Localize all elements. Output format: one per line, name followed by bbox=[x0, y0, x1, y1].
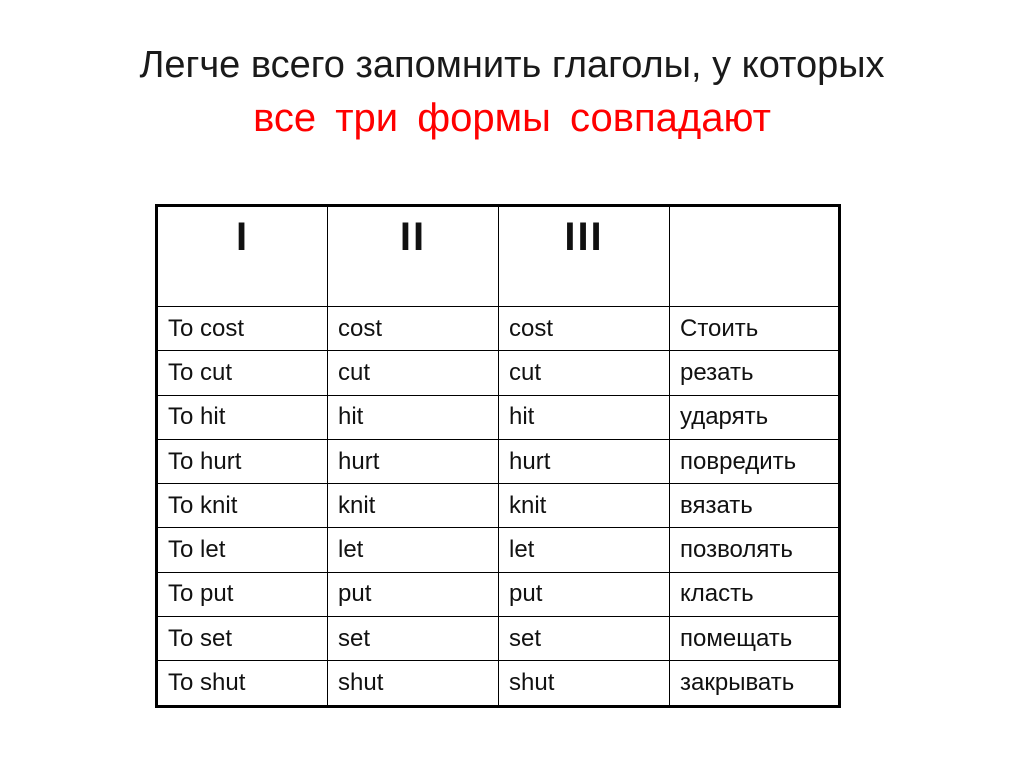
cell-infinitive: To put bbox=[157, 572, 328, 616]
cell-past-participle: cost bbox=[499, 307, 670, 351]
cell-past-participle: set bbox=[499, 617, 670, 661]
table-row bbox=[157, 439, 840, 483]
cell-translation: резать bbox=[670, 351, 840, 395]
cell-infinitive: To knit bbox=[157, 484, 328, 528]
cell-infinitive: To cost bbox=[157, 307, 328, 351]
cell-past-simple: hit bbox=[328, 395, 499, 439]
cell-translation: ударять bbox=[670, 395, 840, 439]
table-row bbox=[157, 484, 840, 528]
table-row bbox=[157, 395, 840, 439]
cell-infinitive: To set bbox=[157, 617, 328, 661]
cell-past-simple: put bbox=[328, 572, 499, 616]
cell-translation: класть bbox=[670, 572, 840, 616]
table-row bbox=[157, 661, 840, 706]
cell-infinitive: To hurt bbox=[157, 439, 328, 483]
cell-past-participle: put bbox=[499, 572, 670, 616]
cell-past-participle: knit bbox=[499, 484, 670, 528]
cell-past-simple: knit bbox=[328, 484, 499, 528]
cell-past-participle: hit bbox=[499, 395, 670, 439]
table-row bbox=[157, 617, 840, 661]
table-row bbox=[157, 351, 840, 395]
cell-past-simple: shut bbox=[328, 661, 499, 706]
table-row bbox=[157, 528, 840, 572]
cell-infinitive: To shut bbox=[157, 661, 328, 706]
table-row bbox=[157, 307, 840, 351]
cell-translation: позволять bbox=[670, 528, 840, 572]
cell-translation: Стоить bbox=[670, 307, 840, 351]
cell-infinitive: To cut bbox=[157, 351, 328, 395]
cell-past-simple: cost bbox=[328, 307, 499, 351]
verb-forms-table bbox=[155, 204, 841, 708]
cell-past-simple: let bbox=[328, 528, 499, 572]
cell-past-participle: shut bbox=[499, 661, 670, 706]
cell-past-simple: hurt bbox=[328, 439, 499, 483]
header-form-3: III bbox=[499, 206, 670, 307]
table-header-row bbox=[157, 206, 840, 307]
cell-translation: вязать bbox=[670, 484, 840, 528]
cell-past-simple: set bbox=[328, 617, 499, 661]
cell-past-participle: cut bbox=[499, 351, 670, 395]
cell-past-participle: let bbox=[499, 528, 670, 572]
cell-translation: закрывать bbox=[670, 661, 840, 706]
cell-infinitive: To hit bbox=[157, 395, 328, 439]
cell-past-participle: hurt bbox=[499, 439, 670, 483]
header-form-1: I bbox=[157, 206, 328, 307]
header-translation bbox=[670, 206, 840, 307]
cell-infinitive: To let bbox=[157, 528, 328, 572]
cell-past-simple: cut bbox=[328, 351, 499, 395]
table-row bbox=[157, 572, 840, 616]
header-form-2: II bbox=[328, 206, 499, 307]
cell-translation: помещать bbox=[670, 617, 840, 661]
cell-translation: повредить bbox=[670, 439, 840, 483]
slide-subtitle-highlight: все три формы совпадают bbox=[253, 96, 771, 140]
slide-title: Легче всего запомнить глаголы, у которых bbox=[139, 44, 885, 86]
